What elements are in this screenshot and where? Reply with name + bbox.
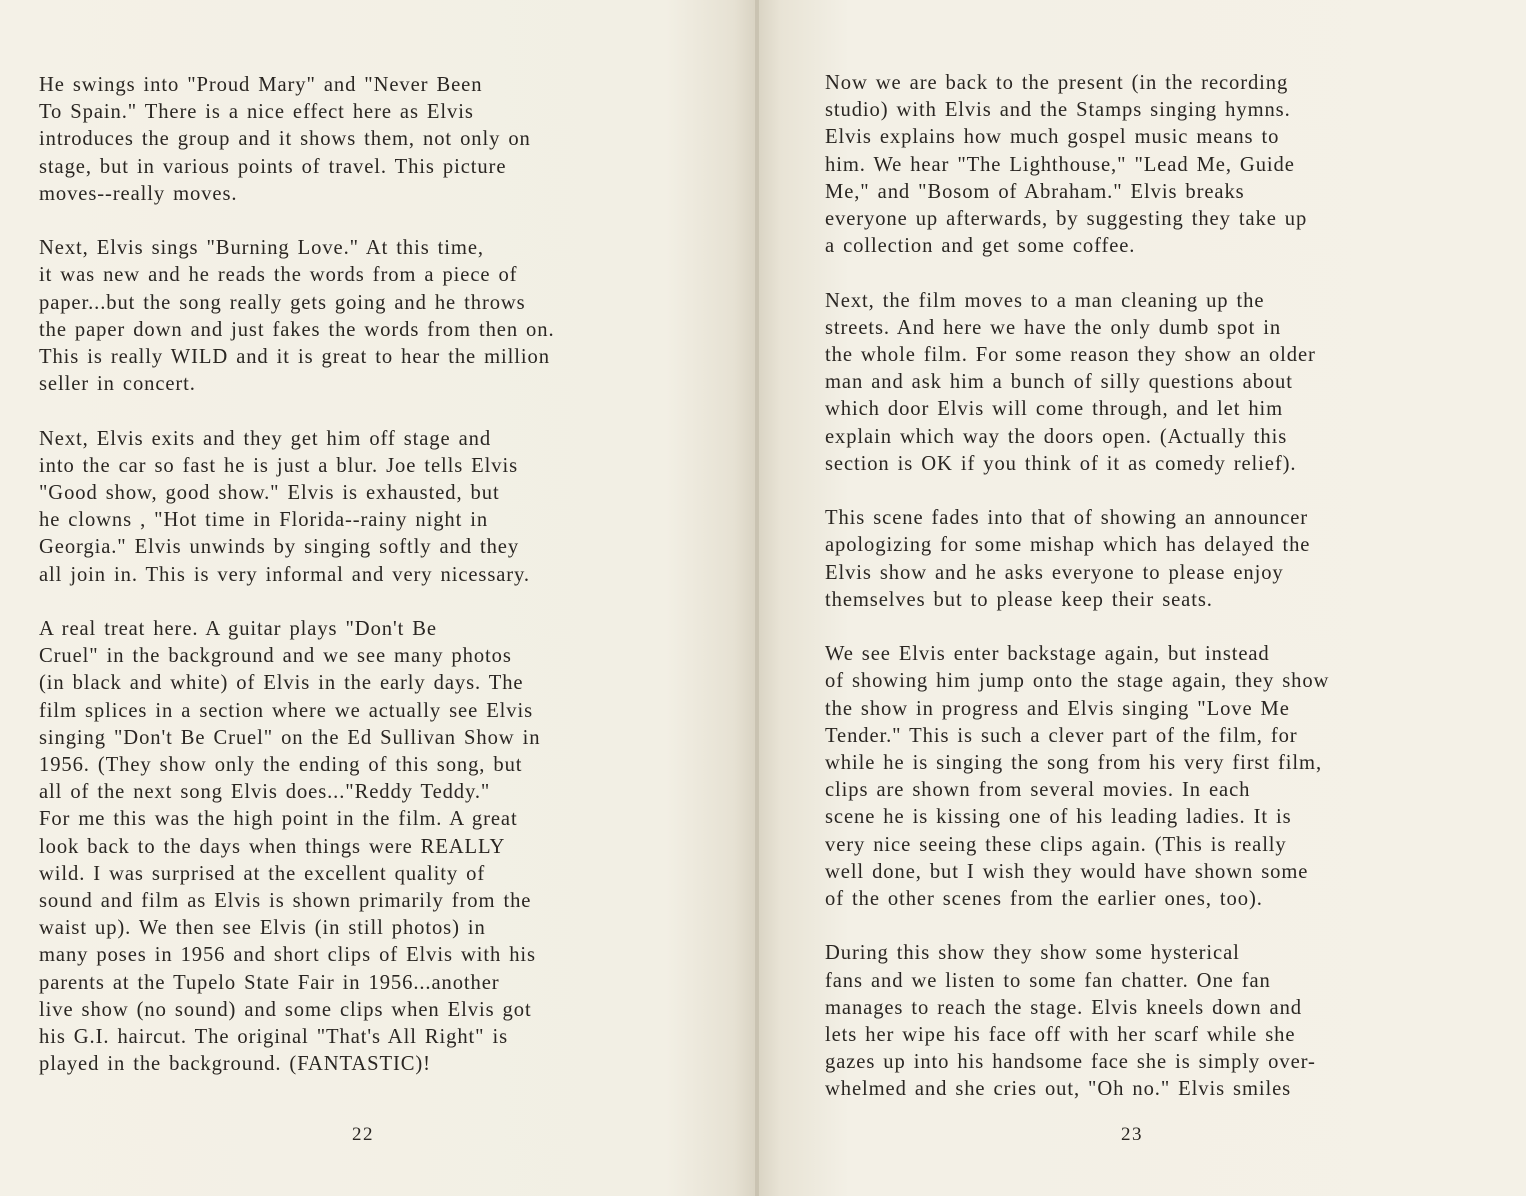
- page-number: 22: [352, 1124, 374, 1145]
- left-page-text: [39, 72, 707, 1106]
- paragraph: Next, Elvis sings "Burning Love." At this time, it was new and he reads the words from a piece of paper...but the song really gets going and he throws the paper down and just fakes the words from then on. This is really WILD and it is great to hear the million seller in concert.: [39, 237, 555, 396]
- paragraph: During this show they show some hysterical fans and we listen to some fan chatter. One fan manages to reach the stage. Elvis kneels down and lets her wipe his face off with her scarf while she gazes up into his handsome face she is simply over- whelmed and she cries out, "Oh no." Elvis smiles: [825, 942, 1316, 1101]
- left-page: [0, 0, 757, 1196]
- paragraph: We see Elvis enter backstage again, but instead of showing him jump onto the stage again, they show the show in progress and Elvis singing "Love Me Tender." This is such a clever part of the film, for while he is singing the song from his very first film, clips are shown from several movies. In each scene he is kissing one of his leading ladies. It is very nice seeing these clips again. (This is really well done, but I wish they would have shown some of the other scenes from the earlier ones, too).: [825, 643, 1330, 911]
- book-gutter: [755, 0, 759, 1196]
- right-page-text: [825, 70, 1493, 1131]
- paragraph: Next, the film moves to a man cleaning up the streets. And here we have the only dumb spot in the whole film. For some reason they show an older man and ask him a bunch of silly questions about which door Elvis will come through, and let him explain which way the doors open. (Actually this section is OK if you think of it as comedy relief).: [825, 289, 1316, 475]
- paragraph: This scene fades into that of showing an announcer apologizing for some mishap which has delayed the Elvis show and he asks everyone to please enjoy themselves but to please keep their seats.: [825, 507, 1311, 611]
- right-page: [757, 0, 1526, 1196]
- paragraph: A real treat here. A guitar plays "Don't Be Cruel" in the background and we see many photos (in black and white) of Elvis in the early days. The film splices in a section where we actually see Elvis singing "Don't Be Cruel" on the Ed Sullivan Show in 1956. (They show only the ending of this song, but all of the next song Elvis does..."Reddy Teddy." For me this was the high point in the film. A great look back to the days when things were REALLY wild. I was surprised at the excellent quality of sound and film as Elvis is shown primarily from the waist up). We then see Elvis (in still photos) in many poses in 1956 and short clips of Elvis with his parents at the Tupelo State Fair in 1956...another live show (no sound) and some clips when Elvis got his G.I. haircut. The original "That's All Right" is played in the background. (FANTASTIC)!: [39, 618, 541, 1076]
- paragraph: Now we are back to the present (in the recording studio) with Elvis and the Stamps singing hymns. Elvis explains how much gospel music means to him. We hear "The Lighthouse," "Lead Me, Guide Me," and "Bosom of Abraham." Elvis breaks everyone up afterwards, by suggesting they take up a collection and get some coffee.: [825, 72, 1308, 258]
- page-number: 23: [1121, 1124, 1143, 1145]
- paragraph: Next, Elvis exits and they get him off stage and into the car so fast he is just a blur. Joe tells Elvis "Good show, good show." Elvis is exhausted, but he clowns , "Hot time in Florida--rainy night in Georgia." Elvis unwinds by singing softly and they all join in. This is very informal and very nicessary.: [39, 427, 530, 586]
- paragraph: He swings into "Proud Mary" and "Never Been To Spain." There is a nice effect here as Elvis introduces the group and it shows them, not only on stage, but in various points of travel. This picture moves--really moves.: [39, 74, 531, 205]
